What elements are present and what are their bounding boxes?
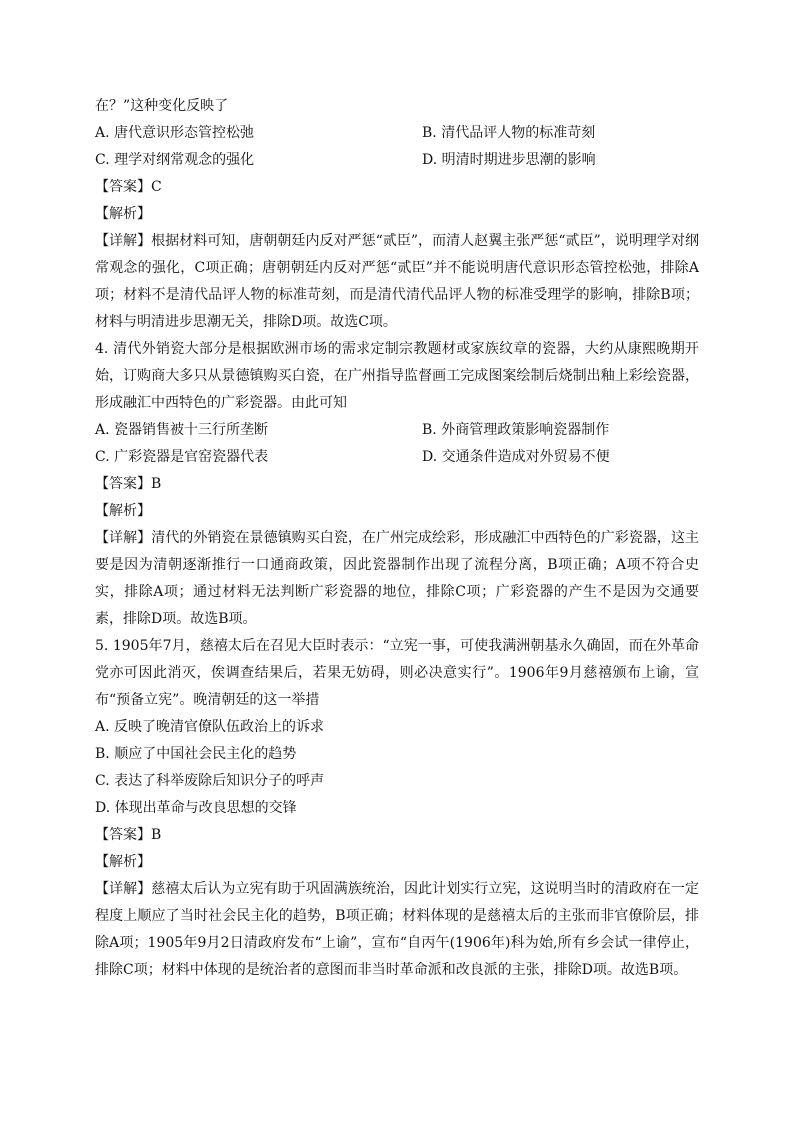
q4-option-b: B. 外商管理政策影响瓷器制作 <box>422 422 610 438</box>
q5-stem: 5. 1905年7月，慈禧太后在召见大臣时表示：“立宪一事，可使我满洲朝基永久确固，而在外革命党亦可因此消灭，俟调查结果后，若果无妨碍，则必决意实行”。1906年9月慈禧颁布上谕，宣布“预备立宪”。晚清朝廷的这一举措 <box>95 638 699 708</box>
q4-stem: 4. 清代外销瓷大部分是根据欧洲市场的需求定制宗教题材或家族纹章的瓷器，大约从康熙晚期开始，订购商大多只从景德镇购买白瓷，在广州指导监督画工完成图案绘制后烧制出釉上彩绘瓷器，形成融汇中西特色的广彩瓷器。由此可知 <box>95 341 699 411</box>
q3-options-row-2 <box>95 147 699 174</box>
q5-option-c: C. 表达了科举废除后知识分子的呼声 <box>95 773 325 789</box>
q3-option-c: C. 理学对纲常观念的强化 <box>95 152 255 168</box>
q5-answer: 【答案】B <box>95 827 162 843</box>
q3-option-b: B. 清代品评人物的标准苛刻 <box>422 125 596 141</box>
q4-option-a: A. 瓷器销售被十三行所垄断 <box>95 422 269 438</box>
q3-option-d: D. 明清时期进步思潮的影响 <box>422 152 596 168</box>
q4-detail: 【详解】清代的外销瓷在景德镇购买白瓷，在广州完成绘彩，形成融汇中西特色的广彩瓷器，这主要是因为清朝逐渐推行一口通商政策，因此瓷器制作出现了流程分离，B项正确；A项不符合史实，排除A项；通过材料无法判断广彩瓷器的地位，排除C项；广彩瓷器的产生不是因为交通要素，排除D项。故选B项。 <box>95 530 699 627</box>
q3-options-row-1 <box>95 120 699 147</box>
q4-analysis-label: 【解析】 <box>95 503 151 519</box>
q3-answer: 【答案】C <box>95 179 162 195</box>
q3-analysis-label: 【解析】 <box>95 206 151 222</box>
q3-stem-tail: 在？”这种变化反映了 <box>95 98 229 114</box>
q4-options-row-1 <box>95 417 699 444</box>
q3-option-a: A. 唐代意识形态管控松弛 <box>95 125 255 141</box>
q3-detail: 【详解】根据材料可知，唐朝朝廷内反对严惩“贰臣”，而清人赵翼主张严惩“贰臣”，说明理学对纲常观念的强化，C项正确；唐朝朝廷内反对严惩“贰臣”并不能说明唐代意识形态管控松弛，排除A项；材料不是清代品评人物的标准苛刻，而是清代清代品评人物的标准受理学的影响，排除B项；材料与明清进步思潮无关，排除D项。故选C项。 <box>95 233 699 330</box>
document-page <box>95 93 699 984</box>
q4-option-c: C. 广彩瓷器是官窑瓷器代表 <box>95 449 269 465</box>
q4-answer: 【答案】B <box>95 476 162 492</box>
q5-option-a: A. 反映了晚清官僚队伍政治上的诉求 <box>95 719 325 735</box>
q5-option-d: D. 体现出革命与改良思想的交锋 <box>95 800 297 816</box>
q5-detail: 【详解】慈禧太后认为立宪有助于巩固满族统治，因此计划实行立宪，这说明当时的清政府在一定程度上顺应了当时社会民主化的趋势，B项正确；材料体现的是慈禧太后的主张而非官僚阶层，排除A项；1905年9月2日清政府发布“上谕”，宣布“自丙午(1906年)科为始,所有乡会试一律停止，排除C项；材料中体现的是统治者的意图而非当时革命派和改良派的主张，排除D项。故选B项。 <box>95 881 699 978</box>
q5-option-b: B. 顺应了中国社会民主化的趋势 <box>95 746 297 762</box>
q4-options-row-2 <box>95 444 699 471</box>
q5-analysis-label: 【解析】 <box>95 854 151 870</box>
q4-option-d: D. 交通条件造成对外贸易不便 <box>422 449 610 465</box>
